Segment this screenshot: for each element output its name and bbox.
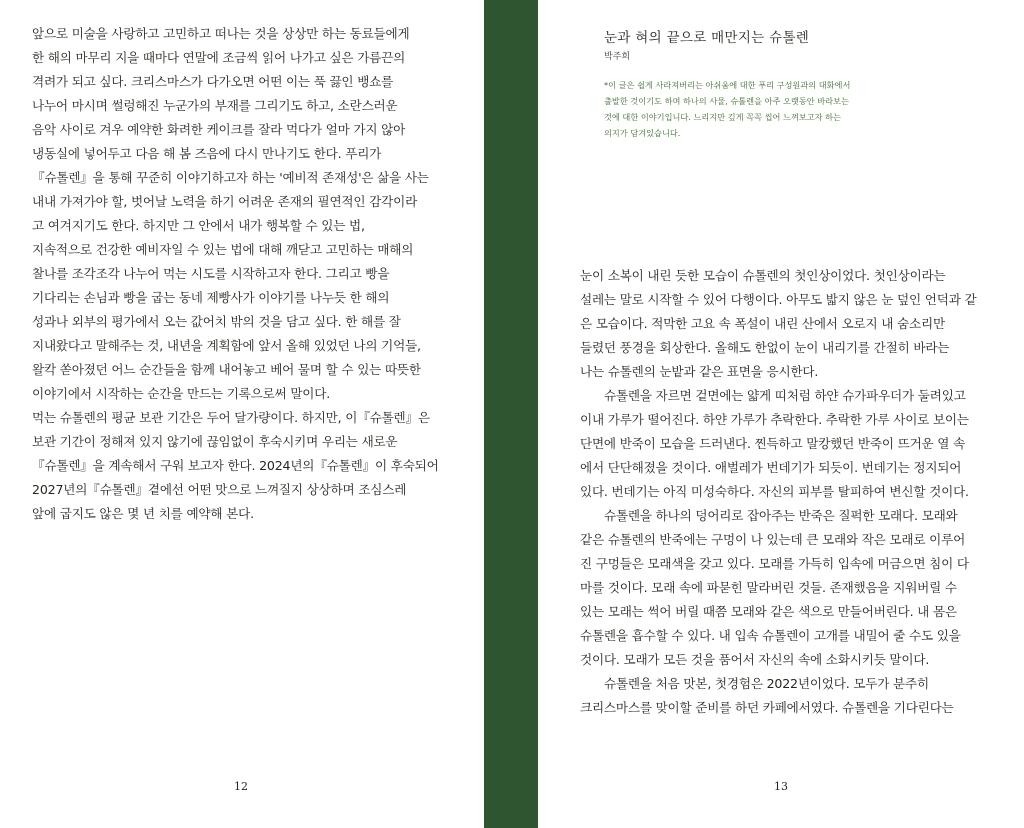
text-line: 앞에 굽지도 않은 몇 년 치를 예약해 본다. [32, 506, 254, 521]
page-number-right: 13 [774, 780, 788, 793]
author-note [604, 77, 850, 141]
text-line: 설레는 말로 시작할 수 있어 다행이다. 아무도 밟지 않은 눈 덮인 언덕과 같 [580, 292, 977, 307]
text-line: 에서 단단해졌을 것이다. 애벌레가 번데기가 되듯이. 번데기는 정지되어 [580, 460, 962, 475]
text-line: 격려가 되고 싶다. 크리스마스가 다가오면 어떤 이는 푹 끓인 뱅쇼를 [32, 74, 394, 89]
text-line: 은 모습이다. 적막한 고요 속 폭설이 내린 산에서 오로지 내 숨소리만 [580, 316, 945, 331]
text-line: 단면에 반죽이 모습을 드러낸다. 찐득하고 말캉했던 반죽이 뜨거운 열 속 [580, 436, 966, 451]
text-line: 성과나 외부의 평가에서 오는 값어치 밖의 것을 담고 싶다. 한 해를 잘 [32, 314, 401, 329]
right-page [538, 0, 1024, 828]
text-line: 냉동실에 넣어두고 다음 해 봄 즈음에 다시 만나기도 한다. 푸리가 [32, 146, 382, 161]
text-line: 이야기에서 시작하는 순간을 만드는 기록으로써 말이다. [32, 386, 331, 401]
text-line: 있는 모래는 썩어 버릴 때쯤 모래와 같은 색으로 만들어버린다. 내 몸은 [580, 604, 957, 619]
text-line: 같은 슈톨렌의 반죽에는 구멍이 나 있는데 큰 모래와 작은 모래로 이루어 [580, 532, 966, 547]
text-line: 『슈톨렌』을 통해 꾸준히 이야기하고자 하는 '예비적 존재성'은 삶을 사는 [32, 170, 429, 185]
text-line: 출발한 것이기도 하며 하나의 사물, 슈톨렌을 아주 오랫동안 바라보는 [604, 96, 849, 106]
text-line: 것이다. 모래가 모든 것을 품어서 자신의 속에 소화시키듯 말이다. [580, 652, 930, 667]
text-line: 나누어 마시며 썰렁해진 누군가의 부재를 그리기도 하고, 소란스러운 [32, 98, 398, 113]
text-line: 먹는 슈톨렌의 평균 보관 기간은 두어 달가량이다. 하지만, 이『슈톨렌』은 [32, 410, 430, 425]
text-line: 눈이 소복이 내린 듯한 모습이 슈톨렌의 첫인상이었다. 첫인상이라는 [580, 268, 946, 283]
text-line: 슈톨렌을 처음 맛본, 첫경험은 2022년이었다. 모두가 분주히 [604, 676, 929, 691]
text-line: 마를 것이다. 모래 속에 파묻힌 말라버린 것들. 존재했음을 지워버릴 수 [580, 580, 957, 595]
text-line: 2027년의『슈톨렌』곁에선 어떤 맛으로 느껴질지 상상하며 조심스레 [32, 482, 407, 497]
author-name: 박주희 [604, 52, 631, 62]
text-line: 왈칵 쏟아졌던 어느 순간들을 함께 내어놓고 베어 물며 할 수 있는 따뜻한 [32, 362, 421, 377]
text-line: 『슈톨렌』을 계속해서 구워 보고자 한다. 2024년의『슈톨렌』이 후숙되어 [32, 458, 439, 473]
book-spine [484, 0, 538, 828]
left-page [0, 0, 484, 828]
text-line: *이 글은 쉽게 사라져버리는 아쉬움에 대한 푸리 구성원과의 대화에서 [604, 80, 851, 90]
right-body-text [580, 264, 976, 720]
text-line: 것에 대한 이야기입니다. 느리지만 깊게 꼭꼭 씹어 느껴보고자 하는 [604, 112, 841, 122]
text-line: 슈톨렌을 하나의 덩어리로 잡아주는 반죽은 질퍽한 모래다. 모래와 [604, 508, 958, 523]
text-line: 보관 기간이 정해져 있지 않기에 끊임없이 후숙시키며 우리는 새로운 [32, 434, 398, 449]
text-line: 의지가 담겨있습니다. [604, 128, 681, 138]
left-body-text [32, 22, 439, 526]
text-line: 이내 가루가 떨어진다. 하얀 가루가 추락한다. 추락한 가루 사이로 보이는 [580, 412, 969, 427]
text-line: 진 구멍들은 모래색을 갖고 있다. 모래를 가득히 입속에 머금으면 침이 다 [580, 556, 969, 571]
text-line: 앞으로 미술을 사랑하고 고민하고 떠나는 것을 상상만 하는 동료들에게 [32, 26, 410, 41]
text-line: 슈톨렌을 자르면 겉면에는 얇게 띠처럼 하얀 슈가파우더가 둘려있고 [604, 388, 966, 403]
text-line: 들렸던 풍경을 회상한다. 올해도 한없이 눈이 내리기를 간절히 바라는 [580, 340, 950, 355]
text-line: 내내 가져가야 할, 벗어날 노력을 하기 어려운 존재의 필연적인 감각이라 [32, 194, 418, 209]
text-line: 슈톨렌을 흡수할 수 있다. 내 입속 슈톨렌이 고개를 내밀어 줄 수도 있을 [580, 628, 961, 643]
text-line: 한 해의 마무리 지을 때마다 연말에 조금씩 읽어 나가고 싶은 가름끈의 [32, 50, 406, 65]
page-number-left: 12 [234, 780, 248, 793]
text-line: 지내왔다고 말해주는 것, 내년을 계획함에 앞서 올해 있었던 나의 기억들, [32, 338, 421, 353]
essay-title: 눈과 혀의 끝으로 매만지는 슈톨렌 [604, 30, 810, 46]
text-line: 나는 슈톨렌의 눈밭과 같은 표면을 응시한다. [580, 364, 819, 379]
text-line: 음악 사이로 겨우 예약한 화려한 케이크를 잘라 먹다가 얼마 가지 않아 [32, 122, 406, 137]
text-line: 있다. 번데기는 아직 미성숙하다. 자신의 피부를 탈피하여 변신할 것이다. [580, 484, 969, 499]
text-line: 고 여겨지기도 한다. 하지만 그 안에서 내가 행복할 수 있는 법, [32, 218, 365, 233]
text-line: 지속적으로 건강한 예비자일 수 있는 법에 대해 깨닫고 고민하는 매해의 [32, 242, 414, 257]
text-line: 크리스마스를 맞이할 준비를 하던 카페에서였다. 슈톨렌을 기다린다는 [580, 700, 954, 715]
text-line: 기다리는 손님과 빵을 굽는 동네 제빵사가 이야기를 나누듯 한 해의 [32, 290, 390, 305]
text-line: 찰나를 조각조각 나누어 먹는 시도를 시작하고자 한다. 그리고 빵을 [32, 266, 390, 281]
